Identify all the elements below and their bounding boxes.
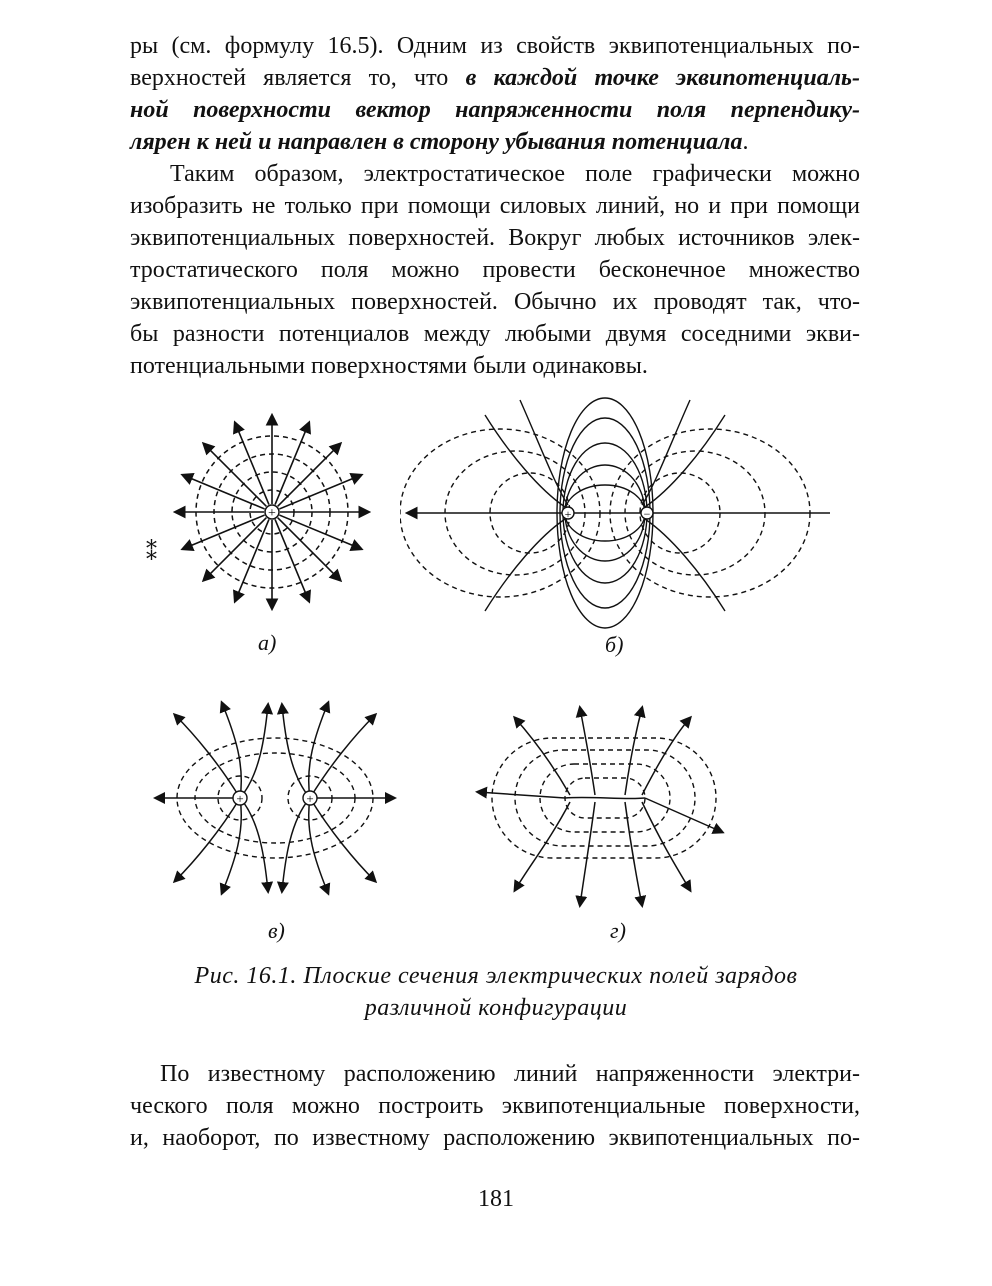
para2-line: потенциальными поверхностями были одинаковы.: [130, 353, 648, 379]
figure-v-drawing: [150, 695, 400, 905]
paragraph-2: [130, 158, 860, 382]
para3-line: По известному расположению линий напряженности электри-: [160, 1061, 860, 1087]
field-line: [240, 705, 268, 798]
para1-line-1: ры (см. формулу 16.5). Одним из свойств эквипотенциальных по-: [130, 33, 860, 59]
field-line: [645, 798, 722, 832]
para2-line: изобразить не только при помощи силовых линий, но и при помощи: [130, 193, 860, 219]
field-line: [580, 708, 595, 795]
para1-line-4: [130, 126, 860, 158]
figure-g: [470, 700, 730, 915]
para1-line-2: [130, 62, 860, 94]
para2-line: эквипотенциальных поверхностей. Обычно их проводят так, что-: [130, 289, 860, 315]
conductor: [565, 797, 645, 798]
caption-line-1: Рис. 16.1. Плоские сечения электрических полей зарядов: [194, 963, 798, 989]
field-line: [310, 715, 375, 798]
page-number: 181: [478, 1186, 514, 1212]
paragraph-3: [130, 1058, 860, 1154]
charge-sign: +: [268, 506, 276, 521]
figure-a: [170, 410, 375, 615]
field-line: [310, 798, 375, 881]
field-line: [645, 519, 725, 611]
figure-v: [150, 695, 400, 905]
para1-line-3: ной поверхности вектор напряженности поля перпендику-: [130, 97, 860, 123]
caption-line-2: различной конфигурации: [364, 995, 628, 1021]
figure-g-label: г): [610, 918, 626, 943]
charge-sign: −: [643, 507, 651, 521]
field-line: [478, 792, 565, 798]
field-line: [282, 705, 310, 798]
figure-caption: [100, 960, 892, 1024]
para1-line-2-emph: в каждой точке эквипотенциаль-: [465, 65, 861, 91]
field-line: [282, 798, 310, 891]
charge-sign: +: [236, 791, 244, 806]
field-line: [175, 798, 240, 881]
para2-line: тростатического поля можно провести бесконечное множество: [130, 257, 860, 283]
charge-sign: +: [564, 507, 572, 521]
figure-b-label: б): [605, 632, 624, 657]
para2-line: Таким образом, электростатическое поле графически можно: [170, 161, 860, 187]
field-line: [175, 715, 240, 798]
field-line: [240, 798, 268, 891]
figure-b: [400, 395, 840, 635]
para1-line-4-end: .: [742, 129, 749, 155]
para3-line: ческого поля можно построить эквипотенциальные поверхности,: [130, 1093, 860, 1119]
figure-v-label: в): [268, 918, 285, 943]
field-line: [625, 802, 642, 905]
field-line: [625, 708, 642, 795]
para3-line: и, наоборот, по известному расположению эквипотенциальных по-: [130, 1125, 860, 1151]
paragraph-1: [130, 30, 860, 158]
figure-a-drawing: [170, 410, 375, 615]
charge-sign: +: [306, 791, 314, 806]
para1-line-4-emph: лярен к ней и направлен в сторону убывания потенциала: [130, 129, 743, 155]
para2-line: эквипотенциальных поверхностей. Вокруг любых источников элек-: [130, 225, 860, 251]
figure-g-drawing: [470, 700, 730, 915]
para2-line: бы разности потенциалов между любыми двумя соседними экви-: [130, 321, 860, 347]
figure-b-drawing: [400, 395, 840, 635]
figure-a-label: а): [258, 630, 277, 655]
stray-mark: ⁑: [146, 540, 157, 565]
field-line: [485, 415, 565, 507]
para1-line-2-plain: верхностей является то, что: [130, 65, 466, 91]
